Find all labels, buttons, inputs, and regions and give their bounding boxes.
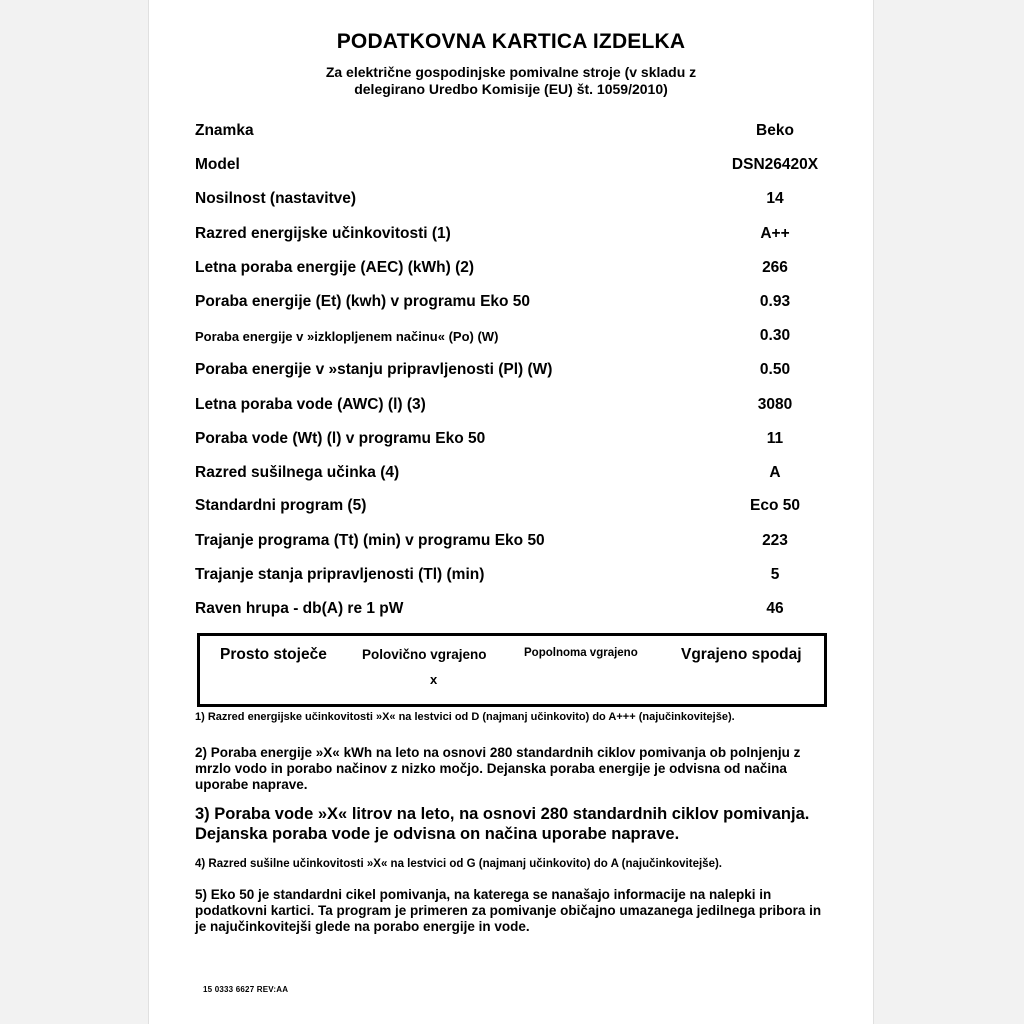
row-label: Poraba energije (Et) (kwh) v programu Eko 50 bbox=[195, 293, 531, 310]
row-label: Letna poraba energije (AEC) (kWh) (2) bbox=[195, 259, 475, 276]
row-brand bbox=[195, 122, 835, 144]
installation-semi-integrated: Polovično vgrajeno bbox=[362, 647, 487, 662]
row-model bbox=[195, 156, 835, 178]
row-value: A++ bbox=[760, 225, 790, 242]
row-standard-program bbox=[195, 497, 835, 519]
row-value: 11 bbox=[766, 430, 784, 447]
row-value: 266 bbox=[762, 259, 788, 276]
row-capacity bbox=[195, 190, 835, 212]
product-data-sheet bbox=[148, 0, 874, 1024]
row-value: 0.30 bbox=[759, 327, 791, 344]
row-standby-power bbox=[195, 361, 835, 383]
row-value: 5 bbox=[770, 566, 780, 583]
row-label: Raven hrupa - db(A) re 1 pW bbox=[195, 600, 404, 617]
row-label: Poraba energije v »izklopljenem načinu« (Po) (W) bbox=[195, 329, 499, 344]
installation-built-under: Vgrajeno spodaj bbox=[681, 646, 802, 663]
row-value: A bbox=[769, 464, 781, 481]
row-standby-duration bbox=[195, 566, 835, 588]
row-label: Standardni program (5) bbox=[195, 497, 367, 514]
row-label: Razred sušilnega učinka (4) bbox=[195, 464, 400, 481]
row-annual-water bbox=[195, 396, 835, 418]
row-value: 14 bbox=[766, 190, 784, 207]
footnote-3: 3) Poraba vode »X« litrov na leto, na osnovi 280 standardnih ciklov pomivanja. Dejanska poraba vode je odvisna on načina uporabe naprave. bbox=[195, 805, 810, 843]
installation-selected-mark: x bbox=[430, 672, 438, 687]
row-program-energy bbox=[195, 293, 835, 315]
footnote-4: 4) Razred sušilne učinkovitosti »X« na lestvici od G (najmanj učinkovito) do A (najučinkovitejše). bbox=[195, 858, 722, 870]
row-noise-level bbox=[195, 600, 835, 622]
row-value: Beko bbox=[756, 122, 794, 139]
installation-fully-integrated: Popolnoma vgrajeno bbox=[524, 647, 638, 659]
row-value: 46 bbox=[766, 600, 784, 617]
sheet-subtitle bbox=[149, 64, 873, 98]
footnote-1: 1) Razred energijske učinkovitosti »X« na lestvici od D (najmanj učinkovito) do A+++ (najučinkovitejše). bbox=[195, 711, 735, 723]
subtitle-line-2: delegirano Uredbo Komisije (EU) št. 1059/2010) bbox=[354, 81, 668, 97]
row-label: Nosilnost (nastavitve) bbox=[195, 190, 357, 207]
row-value: Eco 50 bbox=[750, 497, 800, 514]
row-label: Trajanje programa (Tt) (min) v programu Eko 50 bbox=[195, 532, 545, 549]
row-value: 0.50 bbox=[759, 361, 791, 378]
row-drying-class bbox=[195, 464, 835, 486]
footnote-2: 2) Poraba energije »X« kWh na leto na osnovi 280 standardnih ciklov pomivanja ob polnjenju z mrzlo vodo in porabo načinov z nizko močjo. Dejanska poraba energije je odvisna od načina uporabe naprave. bbox=[195, 745, 801, 792]
row-value: 223 bbox=[762, 532, 788, 549]
sheet-title: PODATKOVNA KARTICA IZDELKA bbox=[336, 30, 686, 53]
row-label: Razred energijske učinkovitosti (1) bbox=[195, 225, 451, 242]
row-label: Letna poraba vode (AWC) (l) (3) bbox=[195, 396, 426, 413]
document-code: 15 0333 6627 REV:AA bbox=[203, 985, 289, 994]
row-value: DSN26420X bbox=[731, 156, 819, 173]
row-label: Poraba energije v »stanju pripravljenosti (Pl) (W) bbox=[195, 361, 553, 378]
row-value: 0.93 bbox=[759, 293, 791, 310]
row-label: Znamka bbox=[195, 122, 254, 139]
row-energy-class bbox=[195, 225, 835, 247]
row-label: Poraba vode (Wt) (l) v programu Eko 50 bbox=[195, 430, 486, 447]
installation-type-box bbox=[197, 633, 827, 707]
footnote-5: 5) Eko 50 je standardni cikel pomivanja, na katerega se nanašajo informacije na nalepki in podatkovni kartici. Ta program je primeren za pomivanje običajno umazanega jedilnega pribora in je najučinkovitejši glede na porabo energije in vode. bbox=[195, 887, 822, 934]
row-value: 3080 bbox=[757, 396, 793, 413]
row-label: Trajanje stanja pripravljenosti (Tl) (min) bbox=[195, 566, 485, 583]
row-label: Model bbox=[195, 156, 240, 173]
row-annual-energy bbox=[195, 259, 835, 281]
row-program-water bbox=[195, 430, 835, 452]
row-off-mode-power bbox=[195, 327, 835, 349]
row-program-duration bbox=[195, 532, 835, 554]
subtitle-line-1: Za električne gospodinjske pomivalne stroje (v skladu z bbox=[325, 64, 697, 80]
installation-freestanding: Prosto stoječe bbox=[220, 646, 327, 663]
